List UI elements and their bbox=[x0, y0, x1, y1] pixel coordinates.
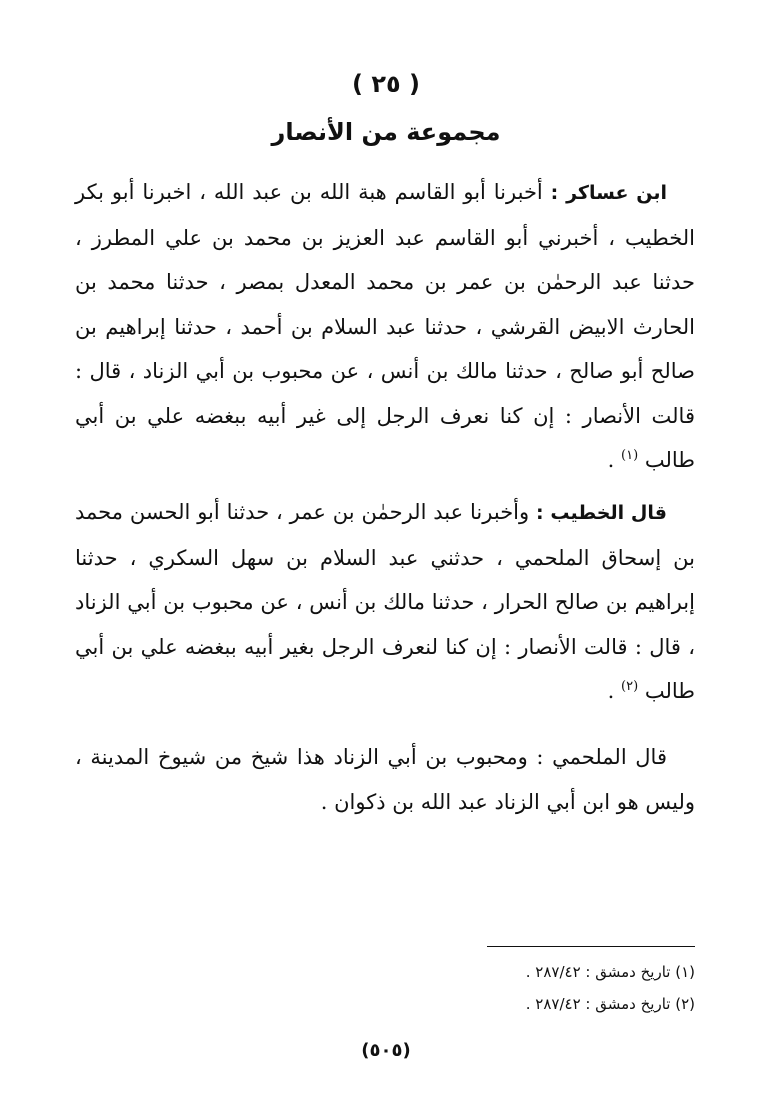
paragraph-end: . bbox=[607, 679, 622, 703]
page-number: (٥٠٥) bbox=[361, 1040, 411, 1061]
paragraph-ibn-asakir bbox=[75, 170, 695, 483]
paragraph-text: أخبرنا أبو القاسم هبة الله بن عبد الله ، اخبرنا أبو بكر الخطيب ، أخبرني أبو القاسم عبد العزيز بن محمد بن علي المطرز ، حدثنا عبد الرحمٰن بن عمر بن محمد المعدل بمصر ، حدثنا محمد بن الحارث الابيض القرشي ، حدثنا عبد السلام بن أحمد ، حدثنا إبراهيم بن صالح أبو صالح ، حدثنا مالك بن أنس ، عن محبوب بن أبي الزناد ، قال : قالت الأنصار : إن كنا نعرف الرجل إلى غير أبيه ببغضه علي بن أبي طالب bbox=[75, 180, 695, 472]
paragraph-text: قال الملحمي : ومحبوب بن أبي الزناد هذا شيخ من شيوخ المدينة ، وليس هو ابن أبي الزناد عبد الله بن ذكوان . bbox=[75, 745, 695, 814]
paragraph-al-khatib bbox=[75, 490, 695, 714]
entry-number: ( ٢٥ ) bbox=[352, 70, 420, 98]
footnote-ref[interactable]: (٢) bbox=[621, 679, 639, 694]
section-title: مجموعة من الأنصار bbox=[271, 118, 501, 146]
footnotes bbox=[400, 956, 695, 1020]
source-name: قال الخطيب : bbox=[536, 502, 667, 524]
footnote-ref[interactable]: (١) bbox=[621, 448, 639, 463]
footnote-item: (١) تاريخ دمشق : ٢٨٧/٤٢ . bbox=[525, 963, 695, 981]
source-name: ابن عساكر : bbox=[550, 182, 667, 204]
paragraph-text: وأخبرنا عبد الرحمٰن بن عمر ، حدثنا أبو الحسن محمد بن إسحاق الملحمي ، حدثني عبد السلام بن سهل السكري ، حدثنا إبراهيم بن صالح الحرار ، حدثنا مالك بن أنس ، عن محبوب بن أبي الزناد ، قال : قالت الأنصار : إن كنا لنعرف الرجل بغير أبيه ببغضه علي بن أبي طالب bbox=[75, 500, 695, 703]
paragraph-end: . bbox=[607, 448, 622, 472]
paragraph-al-malhami bbox=[75, 735, 695, 824]
footnote-item: (٢) تاريخ دمشق : ٢٨٧/٤٢ . bbox=[525, 995, 695, 1013]
footnote-divider bbox=[487, 946, 695, 947]
